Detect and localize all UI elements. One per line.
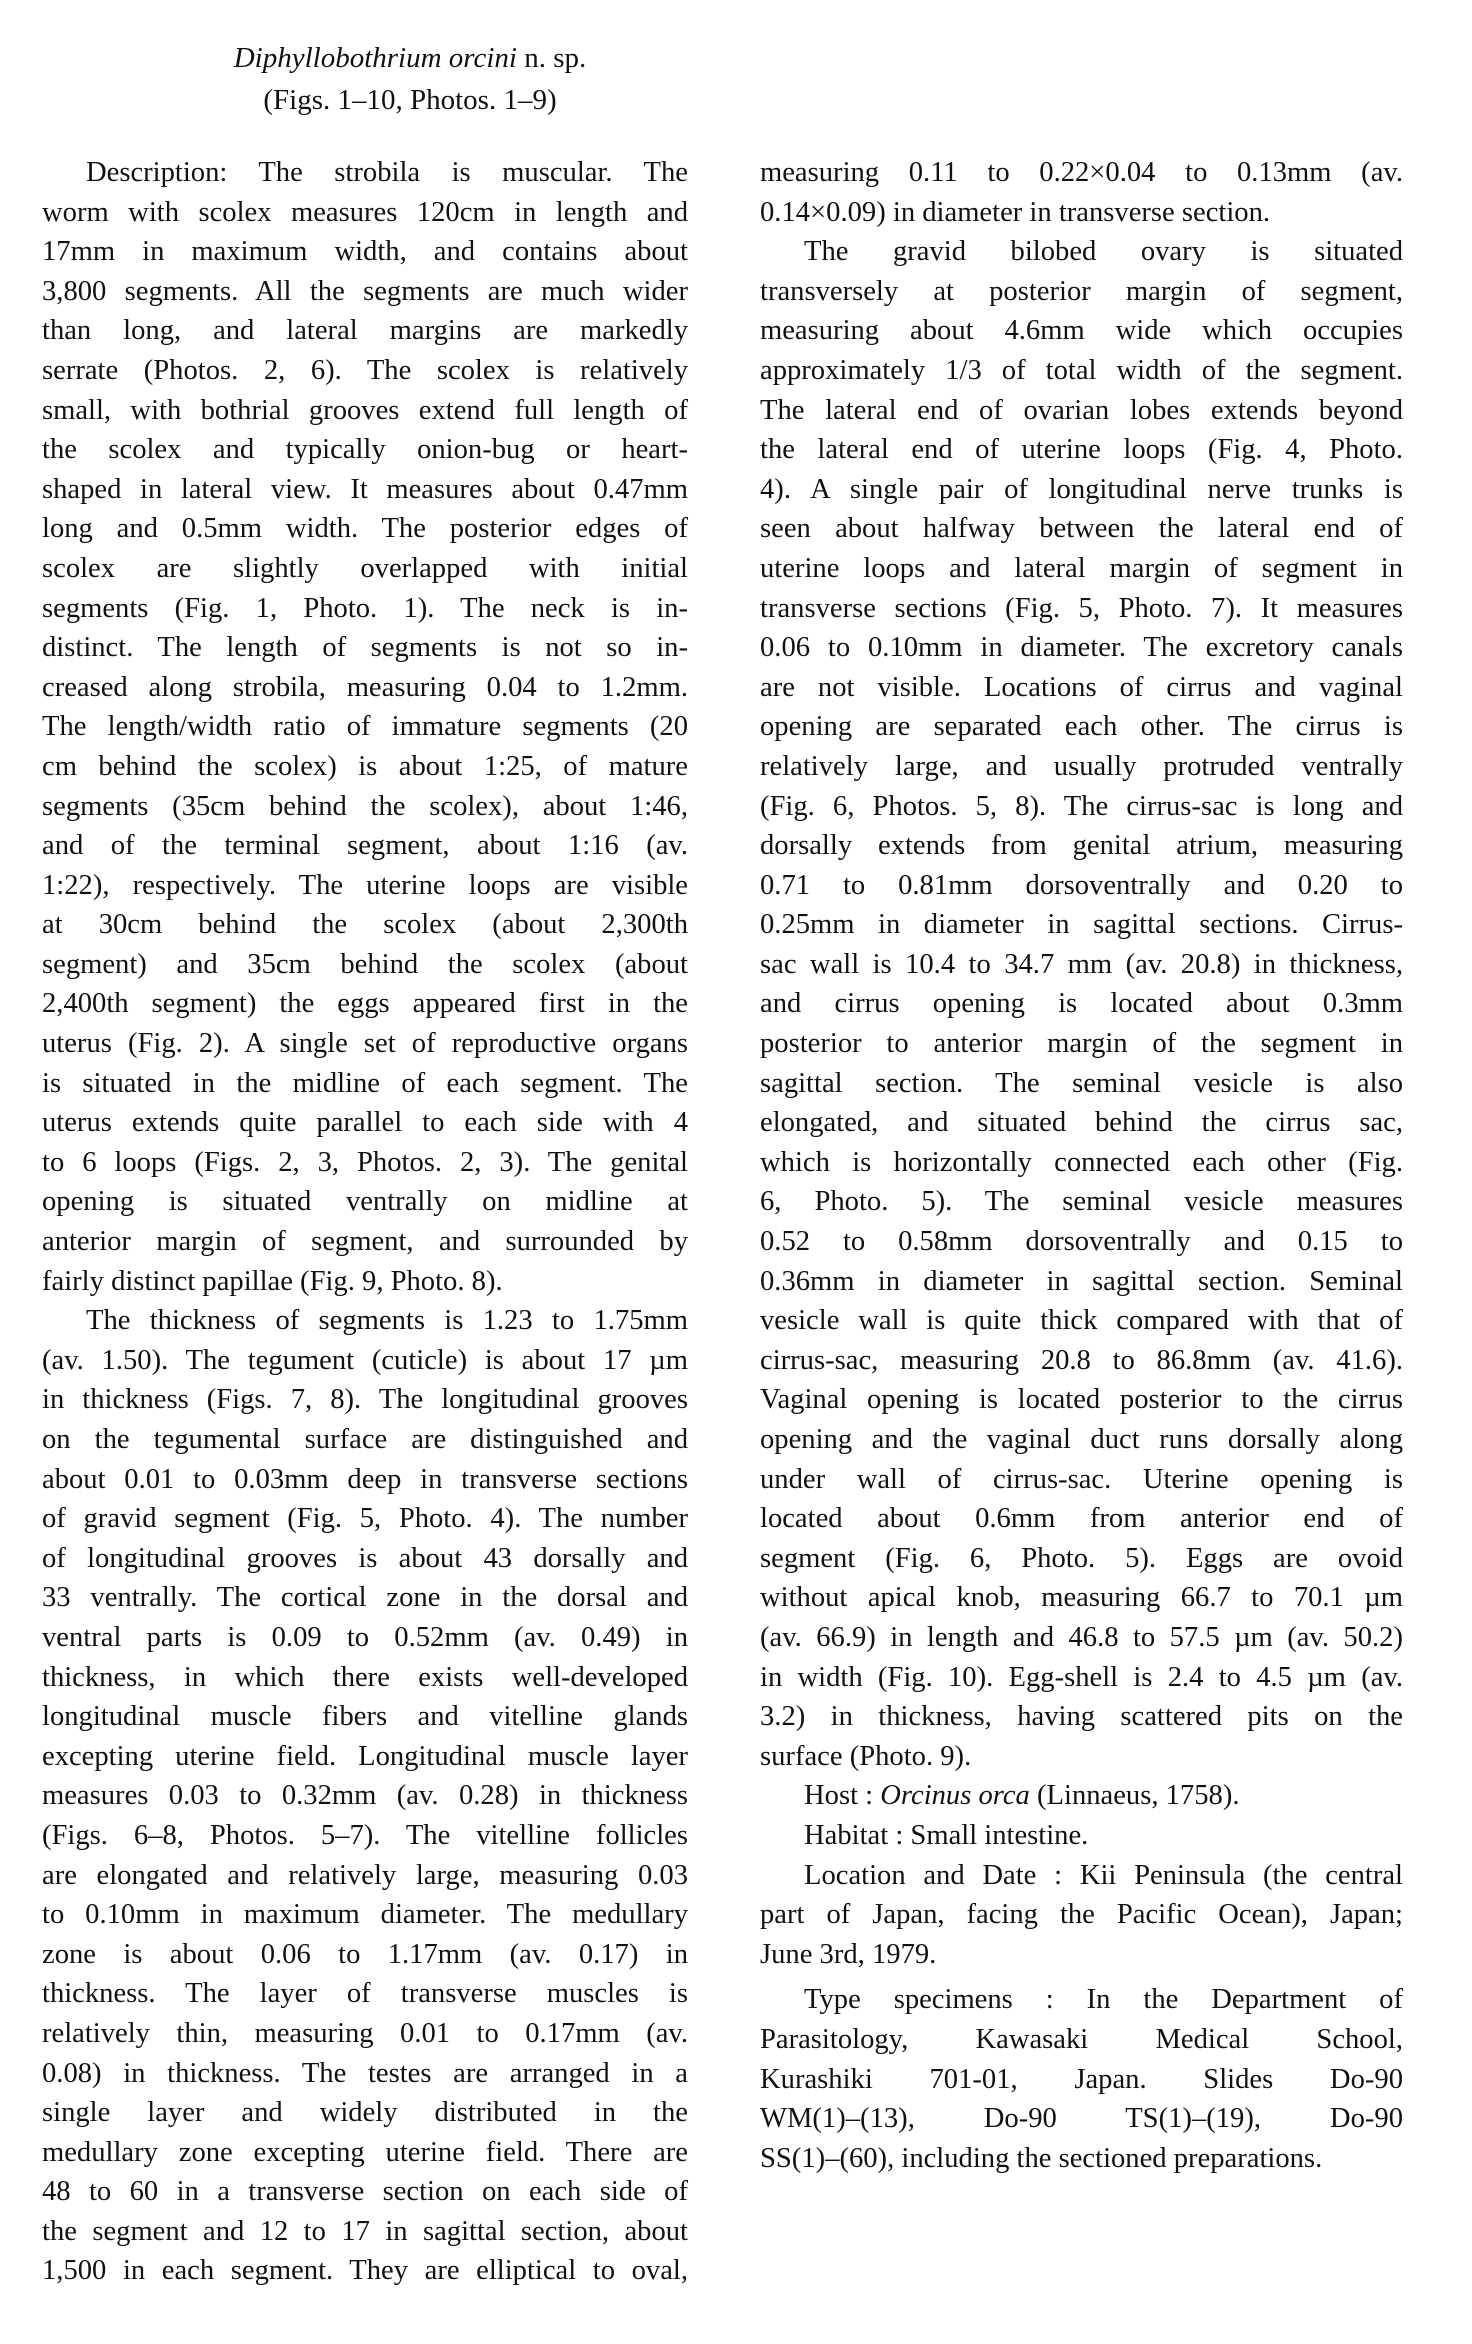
text-line: Vaginal opening is located posterior to the cirrus bbox=[760, 1384, 1403, 1416]
host-field bbox=[760, 1776, 1403, 1816]
text-line: and of the terminal segment, about 1:16 (av. bbox=[42, 830, 688, 862]
location-date-field bbox=[760, 1895, 1403, 1935]
text-line: about 0.01 to 0.03mm deep in transverse sections bbox=[42, 1463, 688, 1495]
text-line: which is horizontally connected each other (Fig. bbox=[760, 1146, 1403, 1178]
paragraph bbox=[42, 1301, 688, 2291]
field-label: Habitat bbox=[804, 1819, 889, 1851]
type-specimens-text: In the Department of bbox=[1086, 1984, 1403, 2016]
text-line: 3,800 segments. All the segments are much wider bbox=[42, 275, 688, 307]
text-line: to 0.10mm in maximum diameter. The medullary bbox=[42, 1899, 688, 1931]
text-line: located about 0.6mm from anterior end of bbox=[760, 1503, 1403, 1535]
host-authority: (Linnaeus, 1758). bbox=[1029, 1780, 1240, 1812]
text-line: approximately 1/3 of total width of the segment. bbox=[760, 354, 1403, 386]
text-line: opening is situated ventrally on midline at bbox=[42, 1186, 688, 1218]
text-line: 1,500 in each segment. They are elliptical to oval, bbox=[42, 2255, 688, 2287]
text-line: measures 0.03 to 0.32mm (av. 0.28) in thickness bbox=[42, 1780, 688, 1812]
text-line: vesicle wall is quite thick compared with that of bbox=[760, 1305, 1403, 1337]
text-line: dorsally extends from genital atrium, measuring bbox=[760, 830, 1403, 862]
text-line: single layer and widely distributed in the bbox=[42, 2097, 688, 2129]
text-line: small, with bothrial grooves extend full length of bbox=[42, 394, 688, 426]
text-line: the segment and 12 to 17 in sagittal section, about bbox=[42, 2215, 688, 2247]
text-line: of gravid segment (Fig. 5, Photo. 4). The number bbox=[42, 1503, 688, 1535]
paragraph bbox=[42, 153, 688, 1301]
text-line: 6, Photo. 5). The seminal vesicle measures bbox=[760, 1186, 1403, 1218]
text-line: anterior margin of segment, and surrounded by bbox=[42, 1226, 688, 1258]
type-specimens-field bbox=[760, 1980, 1403, 2020]
text-line: measuring 0.11 to 0.22×0.04 to 0.13mm (av. bbox=[760, 157, 1403, 188]
text-line: 0.08) in thickness. The testes are arranged in a bbox=[42, 2057, 688, 2089]
text-line: sac wall is 10.4 to 34.7 mm (av. 20.8) in thickness, bbox=[760, 948, 1403, 980]
host-species: Orcinus orca bbox=[880, 1780, 1030, 1812]
paragraph bbox=[760, 153, 1403, 232]
text-line: The thickness of segments is 1.23 to 1.75mm bbox=[86, 1305, 688, 1337]
field-label: Host bbox=[804, 1780, 859, 1812]
text-line: Description: The strobila is muscular. The bbox=[86, 157, 688, 188]
text-line: 48 to 60 in a transverse section on each side of bbox=[42, 2176, 688, 2208]
text-line: without apical knob, measuring 66.7 to 70.1 µm bbox=[760, 1582, 1403, 1614]
text-line: zone is about 0.06 to 1.17mm (av. 0.17) in bbox=[42, 1938, 688, 1970]
text-line: uterus extends quite parallel to each side with 4 bbox=[42, 1107, 688, 1139]
type-specimens-field bbox=[760, 2099, 1403, 2139]
text-line: uterine loops and lateral margin of segment in bbox=[760, 552, 1403, 584]
text-line: at 30cm behind the scolex (about 2,300th bbox=[42, 909, 688, 941]
type-specimens-text: Kurashiki 701-01, Japan. Slides Do-90 bbox=[760, 2063, 1403, 2095]
species-name: Diphyllobothrium orcini bbox=[233, 42, 517, 74]
text-line: ventral parts is 0.09 to 0.52mm (av. 0.49) in bbox=[42, 1621, 688, 1653]
text-line: in thickness (Figs. 7, 8). The longitudinal grooves bbox=[42, 1384, 688, 1416]
text-line: 33 ventrally. The cortical zone in the dorsal and bbox=[42, 1582, 688, 1614]
text-line: on the tegumental surface are distinguished and bbox=[42, 1424, 688, 1455]
field-separator: : bbox=[888, 1819, 911, 1851]
location-text: Kii Peninsula (the central bbox=[1079, 1859, 1403, 1891]
right-column bbox=[760, 153, 1403, 2178]
text-line: of longitudinal grooves is about 43 dorsally and bbox=[42, 1542, 688, 1574]
species-suffix: n. sp. bbox=[516, 42, 587, 74]
text-line: The lateral end of ovarian lobes extends beyond bbox=[760, 394, 1403, 426]
text-line: and cirrus opening is located about 0.3mm bbox=[760, 988, 1403, 1020]
text-line: distinct. The length of segments is not so in- bbox=[42, 632, 688, 664]
text-line: 2,400th segment) the eggs appeared first in the bbox=[42, 988, 688, 1020]
text-line: transverse sections (Fig. 5, Photo. 7). It measures bbox=[760, 592, 1403, 624]
text-line: surface (Photo. 9). bbox=[760, 1740, 972, 1772]
text-line: elongated, and situated behind the cirrus sac, bbox=[760, 1107, 1403, 1139]
text-line: (Fig. 6, Photos. 5, 8). The cirrus-sac is long and bbox=[760, 790, 1403, 822]
text-line: 17mm in maximum width, and contains about bbox=[42, 236, 688, 268]
text-line: 4). A single pair of longitudinal nerve trunks is bbox=[760, 473, 1403, 505]
text-line: fairly distinct papillae (Fig. 9, Photo. 8). bbox=[42, 1265, 503, 1297]
text-line: medullary zone excepting uterine field. There are bbox=[42, 2136, 688, 2168]
text-line: segment) and 35cm behind the scolex (about bbox=[42, 948, 688, 980]
type-specimens-field bbox=[760, 2060, 1403, 2100]
text-line: transversely at posterior margin of segment, bbox=[760, 275, 1403, 307]
text-line: to 6 loops (Figs. 2, 3, Photos. 2, 3). The genital bbox=[42, 1146, 688, 1178]
type-specimens-field bbox=[760, 2139, 1403, 2179]
text-line: thickness. The layer of transverse muscles is bbox=[42, 1978, 688, 2010]
text-line: relatively thin, measuring 0.01 to 0.17mm (av. bbox=[42, 2017, 688, 2049]
habitat-value: Small intestine. bbox=[910, 1819, 1089, 1851]
field-separator: : bbox=[1012, 1984, 1087, 2016]
text-line: 0.06 to 0.10mm in diameter. The excretory canals bbox=[760, 632, 1403, 664]
text-line: 0.14×0.09) in diameter in transverse section. bbox=[760, 196, 1271, 228]
text-line: thickness, in which there exists well-developed bbox=[42, 1661, 688, 1693]
field-separator: : bbox=[858, 1780, 881, 1812]
paragraph bbox=[760, 232, 1403, 1776]
field-label: Type specimens bbox=[804, 1984, 1013, 2016]
type-specimens-field bbox=[760, 2020, 1403, 2060]
text-line: the scolex and typically onion-bug or heart- bbox=[42, 434, 688, 466]
text-line: shaped in lateral view. It measures about 0.47mm bbox=[42, 473, 688, 505]
text-line: posterior to anterior margin of the segment in bbox=[760, 1028, 1403, 1060]
text-line: (av. 66.9) in length and 46.8 to 57.5 µm (av. 50.2) bbox=[760, 1621, 1403, 1653]
text-line: are elongated and relatively large, measuring 0.03 bbox=[42, 1859, 688, 1891]
text-line: are not visible. Locations of cirrus and vaginal bbox=[760, 671, 1403, 703]
text-line: worm with scolex measures 120cm in length and bbox=[42, 196, 688, 228]
location-text: June 3rd, 1979. bbox=[760, 1938, 937, 1970]
text-line: uterus (Fig. 2). A single set of reproductive organs bbox=[42, 1028, 688, 1060]
location-date-field bbox=[760, 1935, 1403, 1975]
type-specimens-text: SS(1)–(60), including the sectioned preparations. bbox=[760, 2142, 1323, 2174]
text-line: 0.25mm in diameter in sagittal sections. Cirrus- bbox=[760, 909, 1403, 941]
text-line: scolex are slightly overlapped with initial bbox=[42, 552, 688, 584]
text-line: (av. 1.50). The tegument (cuticle) is about 17 µm bbox=[42, 1344, 688, 1376]
text-line: cirrus-sac, measuring 20.8 to 86.8mm (av. 41.6). bbox=[760, 1344, 1403, 1376]
text-line: in width (Fig. 10). Egg-shell is 2.4 to 4.5 µm (av. bbox=[760, 1661, 1403, 1693]
text-line: 0.36mm in diameter in sagittal section. Seminal bbox=[760, 1265, 1403, 1297]
text-line: under wall of cirrus-sac. Uterine opening is bbox=[760, 1463, 1403, 1495]
text-line: The gravid bilobed ovary is situated bbox=[804, 236, 1403, 268]
text-line: seen about halfway between the lateral end of bbox=[760, 513, 1403, 545]
field-separator: : bbox=[1036, 1859, 1080, 1891]
species-title bbox=[0, 38, 820, 78]
text-line: (Figs. 6–8, Photos. 5–7). The vitelline follicles bbox=[42, 1819, 688, 1851]
text-line: segments (35cm behind the scolex), about 1:46, bbox=[42, 790, 688, 822]
type-specimens-text: Parasitology, Kawasaki Medical School, bbox=[760, 2023, 1403, 2055]
text-line: measuring about 4.6mm wide which occupies bbox=[760, 315, 1403, 347]
text-line: 0.52 to 0.58mm dorsoventrally and 0.15 to bbox=[760, 1226, 1403, 1258]
location-date-field bbox=[760, 1856, 1403, 1896]
text-line: segment (Fig. 6, Photo. 5). Eggs are ovoid bbox=[760, 1542, 1403, 1574]
location-text: part of Japan, facing the Pacific Ocean), Japan; bbox=[760, 1899, 1403, 1931]
text-line: 0.71 to 0.81mm dorsoventrally and 0.20 to bbox=[760, 869, 1403, 901]
text-line: 1:22), respectively. The uterine loops are visible bbox=[42, 869, 688, 901]
field-label: Location and Date bbox=[804, 1859, 1037, 1891]
type-specimens-text: WM(1)–(13), Do-90 TS(1)–(19), Do-90 bbox=[760, 2103, 1403, 2135]
text-line: sagittal section. The seminal vesicle is also bbox=[760, 1067, 1403, 1099]
text-line: than long, and lateral margins are markedly bbox=[42, 315, 688, 347]
text-line: serrate (Photos. 2, 6). The scolex is relatively bbox=[42, 354, 688, 386]
text-line: creased along strobila, measuring 0.04 to 1.2mm. bbox=[42, 671, 688, 703]
text-line: the lateral end of uterine loops (Fig. 4, Photo. bbox=[760, 434, 1403, 466]
text-line: excepting uterine field. Longitudinal muscle layer bbox=[42, 1740, 688, 1772]
left-column bbox=[42, 153, 688, 2291]
text-line: is situated in the midline of each segment. The bbox=[42, 1067, 688, 1099]
text-line: opening and the vaginal duct runs dorsally along bbox=[760, 1424, 1403, 1455]
text-line: long and 0.5mm width. The posterior edges of bbox=[42, 513, 688, 545]
text-line: cm behind the scolex) is about 1:25, of mature bbox=[42, 750, 688, 782]
text-line: segments (Fig. 1, Photo. 1). The neck is in- bbox=[42, 592, 688, 624]
text-line: 3.2) in thickness, having scattered pits on the bbox=[760, 1701, 1403, 1733]
text-line: opening are separated each other. The cirrus is bbox=[760, 711, 1403, 743]
text-line: relatively large, and usually protruded ventrally bbox=[760, 750, 1403, 782]
text-line: The length/width ratio of immature segments (20 bbox=[42, 711, 688, 743]
habitat-field bbox=[760, 1816, 1403, 1856]
text-line: longitudinal muscle fibers and vitelline glands bbox=[42, 1701, 688, 1733]
figures-reference: (Figs. 1–10, Photos. 1–9) bbox=[263, 84, 557, 116]
